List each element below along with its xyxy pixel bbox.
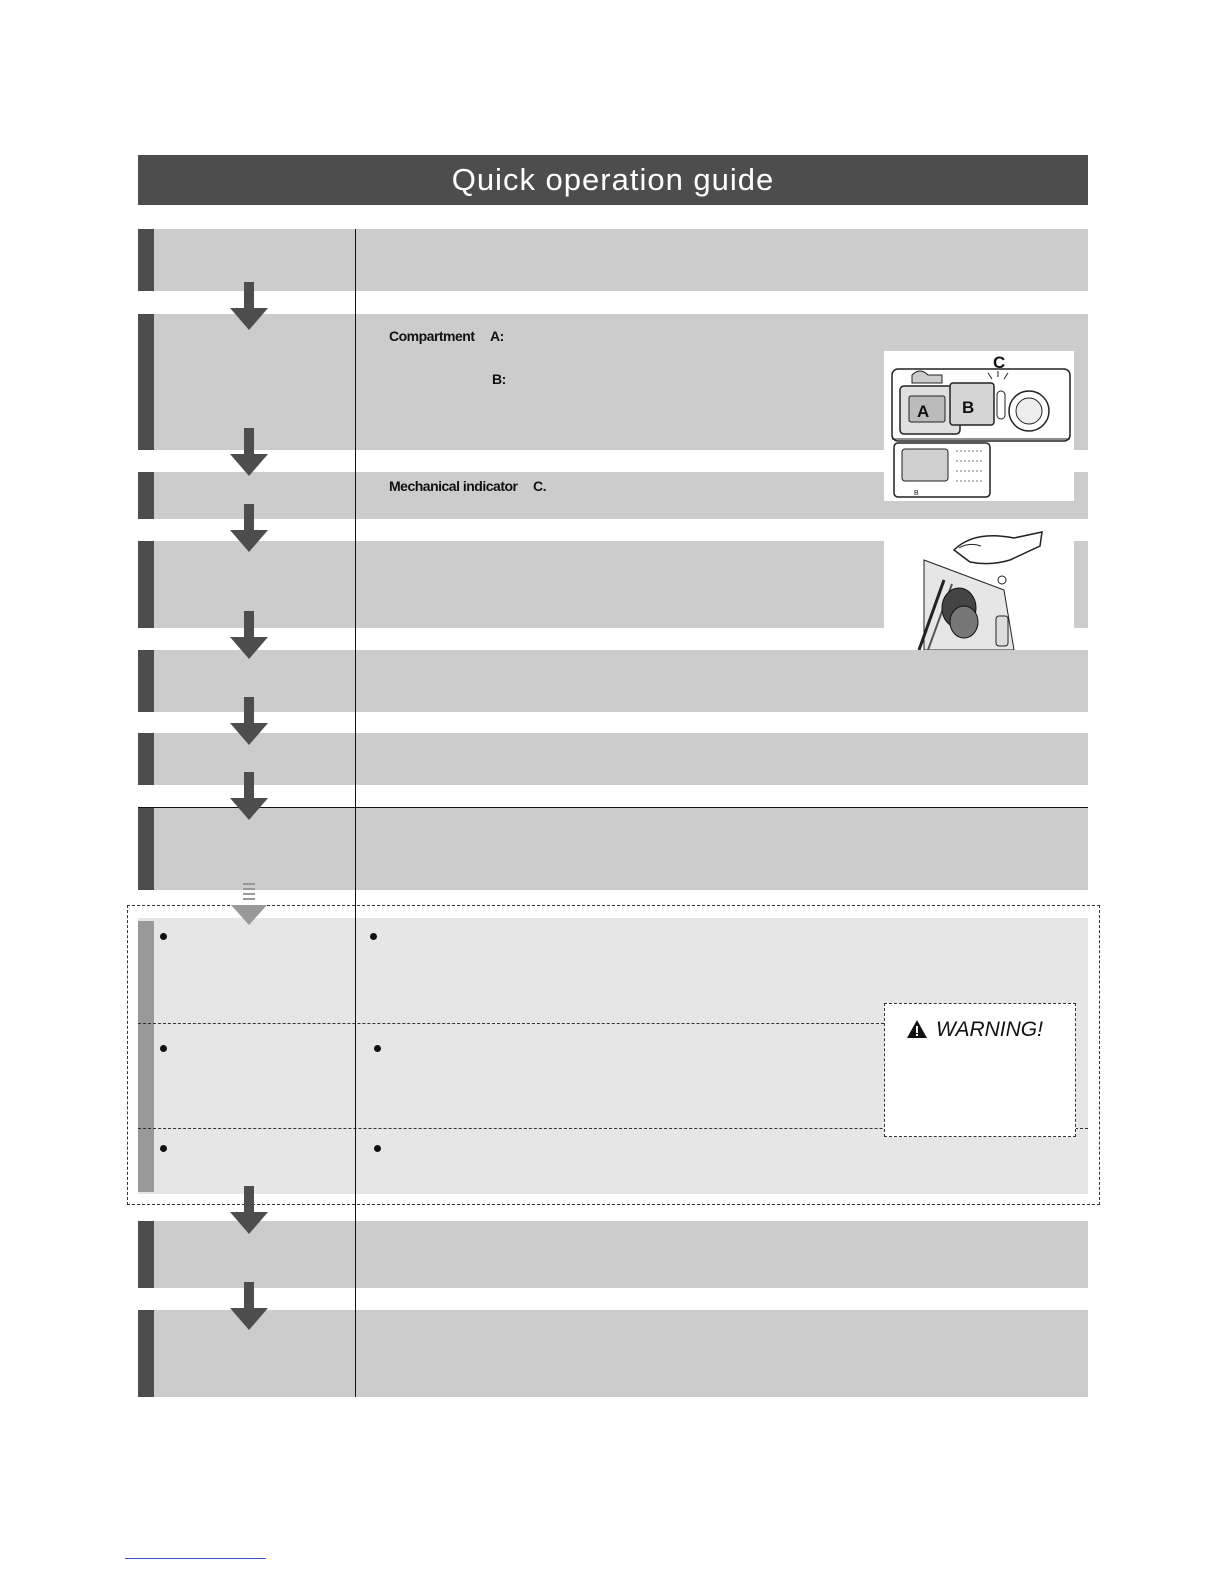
step-row-1: [138, 229, 1088, 291]
step-row-8: [138, 1221, 1088, 1288]
option-bullet-left-3: [160, 1145, 167, 1152]
option-bullet-right-1: [370, 933, 377, 940]
down-arrow-icon: [230, 772, 268, 822]
step-accent-4: [138, 541, 154, 628]
filter-figure: [884, 520, 1074, 650]
option-bullet-right-2: [374, 1045, 381, 1052]
step-accent-5: [138, 650, 154, 712]
step-accent-3: [138, 472, 154, 519]
step-accent-1: [138, 229, 154, 291]
step-accent-9: [138, 1310, 154, 1397]
down-arrow-icon: [230, 504, 268, 554]
step-row-9: [138, 1310, 1088, 1397]
step-row-5: [138, 650, 1088, 712]
step-row-7: [138, 808, 1088, 890]
step-accent-7: [138, 808, 154, 890]
step-accent-6: [138, 733, 154, 785]
footer-link-underline: [125, 1558, 266, 1559]
step-accent-8: [138, 1221, 154, 1288]
step-accent-2: [138, 314, 154, 450]
down-arrow-icon: [230, 282, 268, 332]
dispenser-figure: [884, 351, 1074, 501]
compartment-b-label: B:: [492, 371, 506, 387]
page-title: Quick operation guide: [138, 155, 1088, 205]
down-arrow-icon: [230, 1282, 268, 1332]
option-bullet-right-3: [374, 1145, 381, 1152]
option-bullet-left-1: [160, 933, 167, 940]
figure-label-c: C: [993, 353, 1006, 372]
figure-label-b: B: [962, 398, 975, 417]
compartment-label: Compartment: [389, 328, 475, 344]
figure-label-small: B: [914, 490, 919, 497]
down-arrow-icon: [230, 611, 268, 661]
down-arrow-icon: [230, 697, 268, 747]
figure-label-a: A: [917, 402, 930, 421]
down-arrow-icon: [230, 1186, 268, 1236]
step-row-6: [138, 733, 1088, 785]
option-divider-1: [138, 1023, 884, 1024]
option-bullet-left-2: [160, 1045, 167, 1052]
dashed-down-arrow-icon: [230, 883, 268, 927]
column-divider: [355, 229, 356, 1397]
warning-triangle-icon: [906, 1019, 928, 1039]
compartment-a-label: A:: [490, 328, 504, 344]
indicator-value: C.: [533, 478, 546, 494]
down-arrow-icon: [230, 428, 268, 478]
warning-title: WARNING!: [936, 1018, 1043, 1041]
indicator-label: Mechanical indicator: [389, 478, 518, 494]
